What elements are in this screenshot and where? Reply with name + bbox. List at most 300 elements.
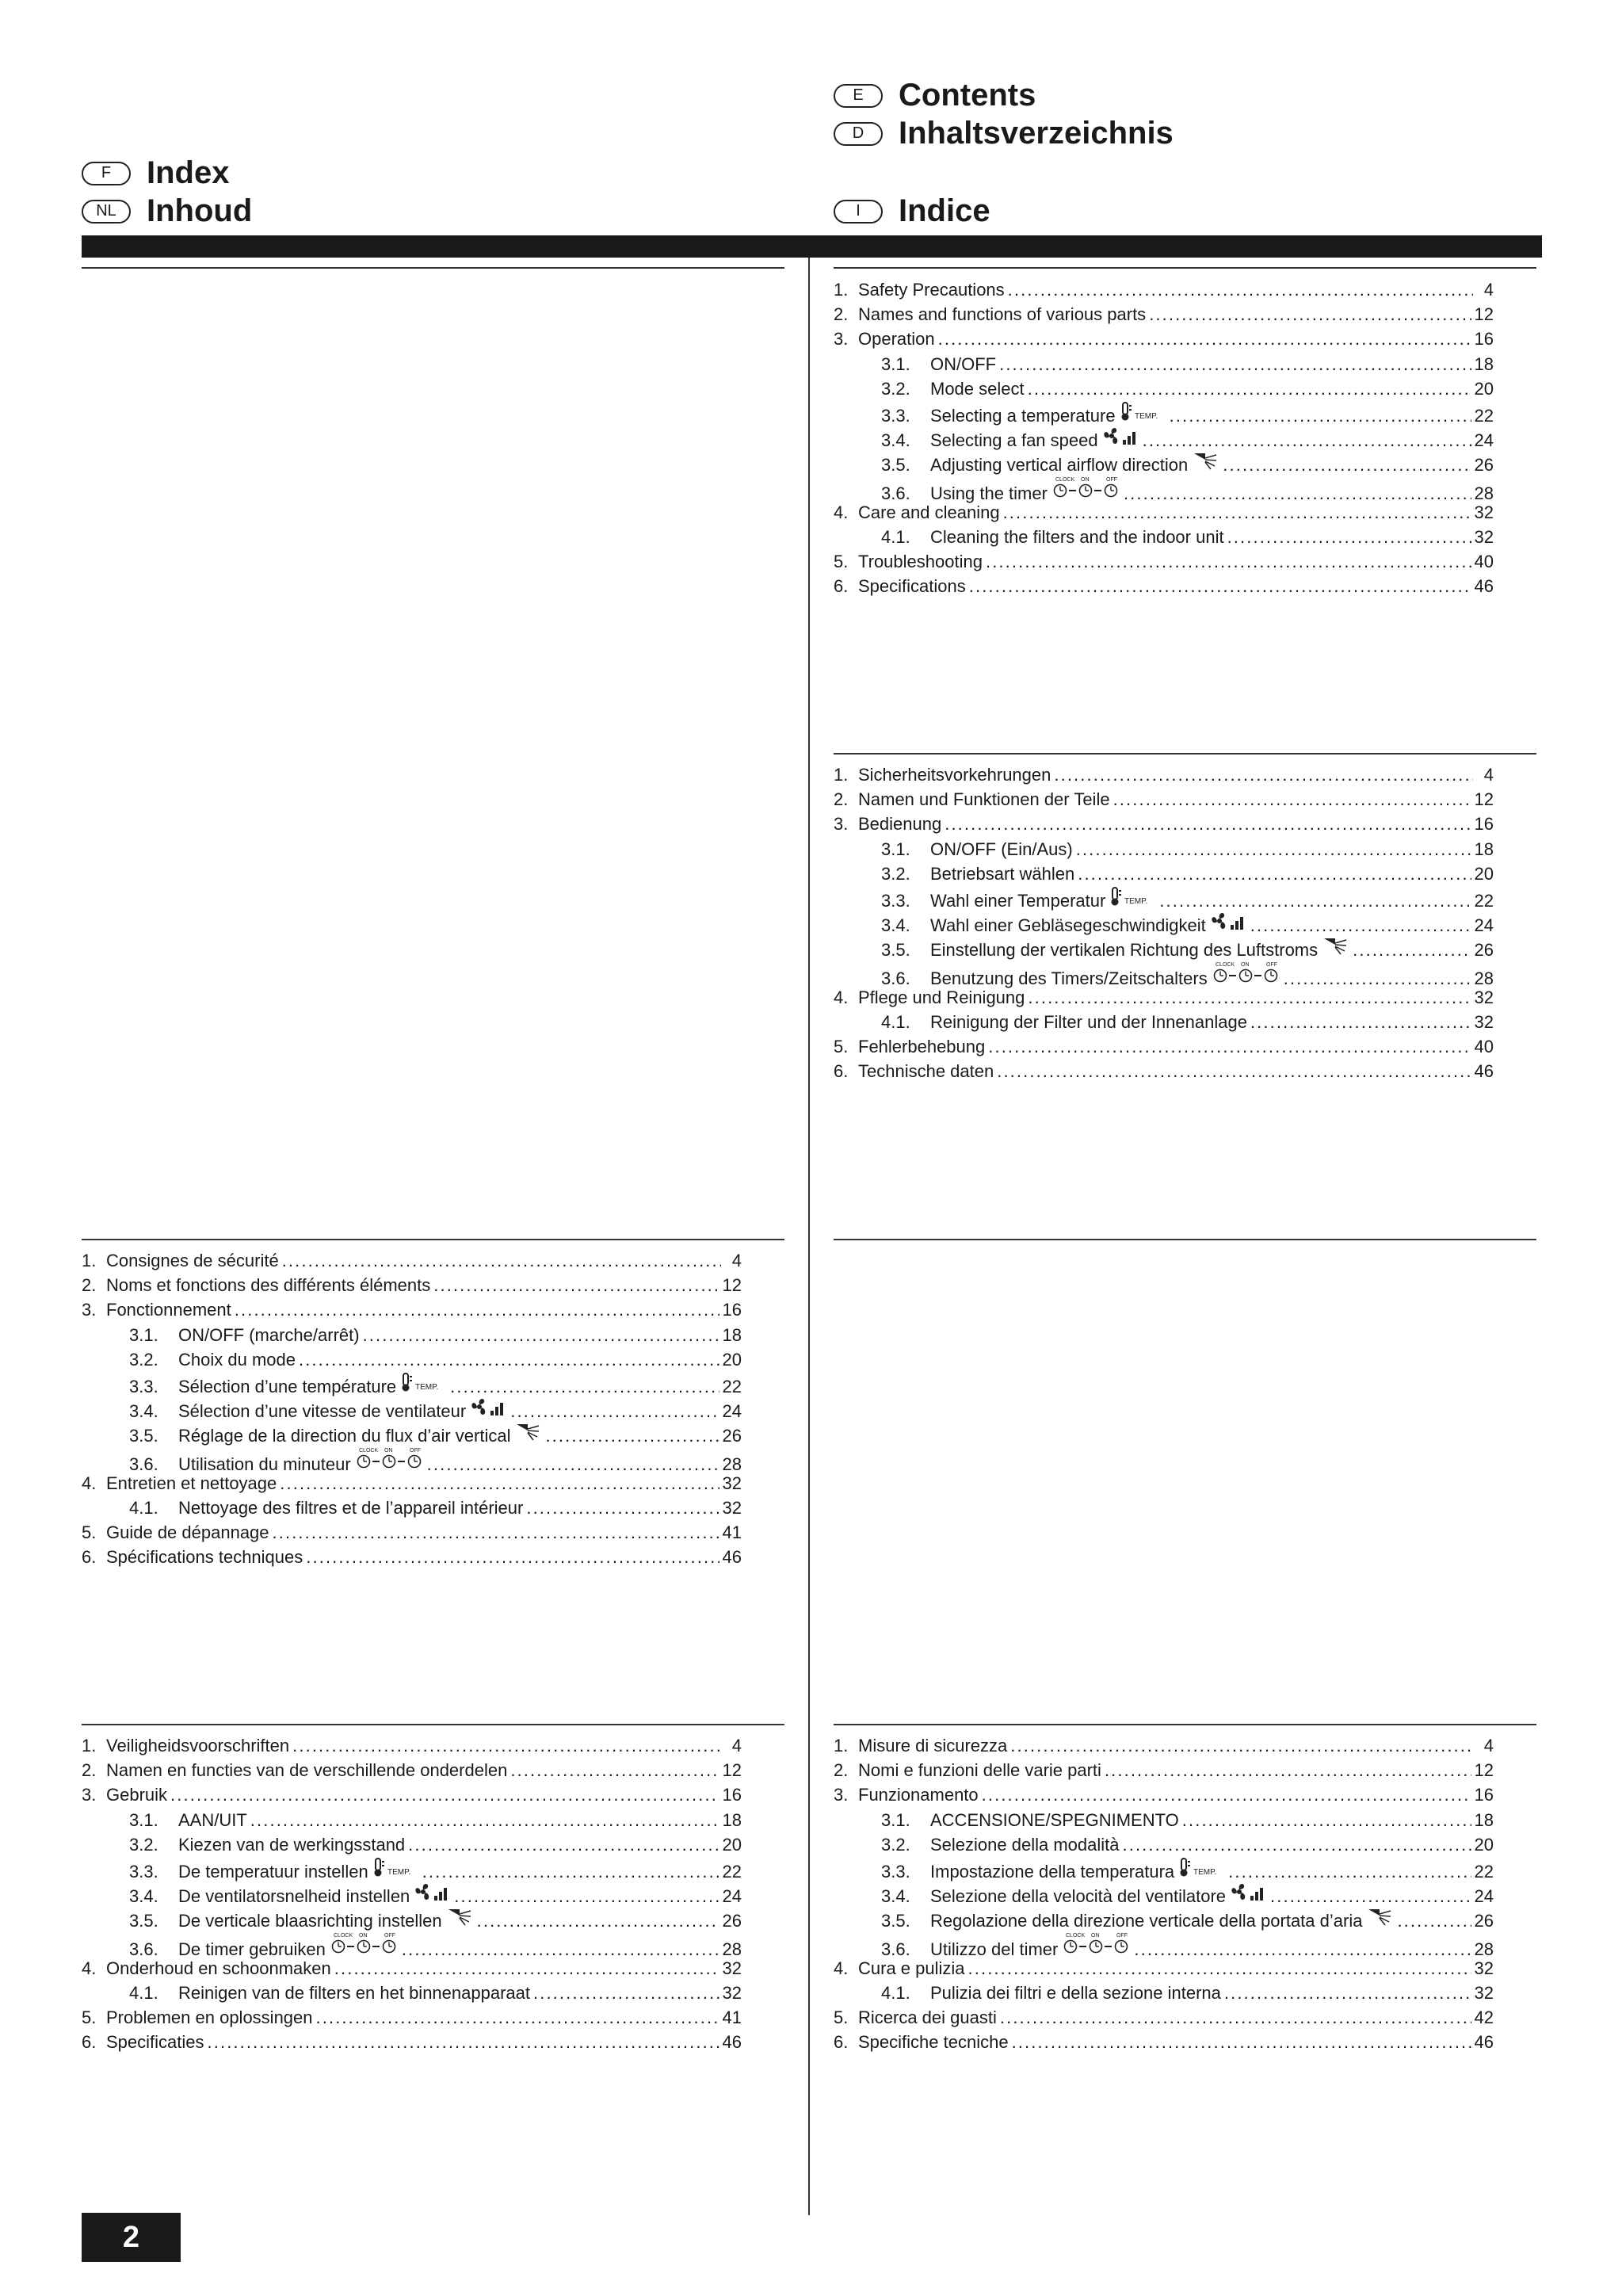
- toc-entry-page: 22: [722, 1376, 742, 1396]
- rule-left-top: [82, 267, 784, 269]
- language-badge-d: D: [834, 122, 883, 146]
- dot-leader: [1134, 1937, 1471, 1958]
- toc-entry-page: 12: [722, 1275, 742, 1296]
- svg-text:TEMP.: TEMP.: [415, 1382, 439, 1392]
- toc-entry: [82, 1832, 742, 1857]
- toc-entry-page: 4: [731, 1251, 742, 1270]
- toc-entry-title: ON/OFF (Ein/Aus): [930, 839, 1073, 859]
- toc-entry-page: 4: [1483, 280, 1494, 300]
- toc-entry-number: 6.: [834, 2032, 849, 2053]
- toc-entry-title: Safety Precautions: [858, 280, 1005, 300]
- toc-entry: [834, 1059, 1494, 1083]
- heading-title-inhaltsverzeichnis: Inhaltsverzeichnis: [899, 116, 1174, 151]
- dot-leader: [1123, 1832, 1471, 1853]
- svg-text:OFF: OFF: [1116, 1932, 1128, 1939]
- toc-entry-page: 22: [1474, 890, 1494, 911]
- toc-entry-page: 26: [722, 1911, 742, 1931]
- toc-entry-title: AAN/UIT: [178, 1809, 247, 1830]
- toc-entry-number: 3.5.: [129, 1911, 158, 1931]
- svg-text:OFF: OFF: [1265, 961, 1277, 968]
- toc-entry-title: Funzionamento: [858, 1785, 979, 1805]
- toc-entry-page: 26: [1474, 940, 1494, 961]
- toc-entry: [834, 1733, 1494, 1758]
- toc-entry-title: Ricerca dei guasti: [858, 2008, 997, 2028]
- toc-entry-number: 2.: [834, 1760, 849, 1781]
- timer-clock-on-off-icon: [356, 1446, 424, 1470]
- svg-text:OFF: OFF: [409, 1447, 421, 1454]
- toc-entry-number: 1.: [834, 280, 849, 300]
- toc-entry-title: Choix du mode: [178, 1349, 296, 1370]
- dot-leader: [1182, 1808, 1471, 1828]
- toc-entry-number: 6.: [82, 2032, 97, 2053]
- dot-leader: [1113, 787, 1471, 808]
- toc-entry-page: 41: [722, 1522, 742, 1543]
- timer-clock-on-off-icon: [1052, 476, 1120, 499]
- toc-entry-title: Technische daten: [858, 1061, 994, 1082]
- heading-title-inhoud: Inhoud: [147, 193, 253, 228]
- dot-leader: [1054, 762, 1473, 783]
- dot-leader: [306, 1545, 719, 1565]
- toc-entry: [834, 2005, 1494, 2030]
- toc-entry-page: 18: [722, 1324, 742, 1345]
- toc-entry-page: 16: [722, 1785, 742, 1805]
- toc-entry: [834, 1832, 1494, 1857]
- toc-entry-page: 16: [1474, 814, 1494, 835]
- toc-french: [82, 1248, 742, 1569]
- toc-entry-page: 28: [722, 1454, 742, 1474]
- toc-entry: [834, 1956, 1494, 1981]
- toc-entry: [82, 1471, 742, 1496]
- toc-entry-number: 3.6.: [881, 483, 910, 503]
- heading-it: [834, 193, 990, 229]
- toc-entry-title: Sicherheitsvorkehrungen: [858, 765, 1051, 785]
- toc-entry-page: 20: [1474, 378, 1494, 399]
- toc-entry-number: 6.: [834, 576, 849, 597]
- toc-entry-title: Namen en functies van de verschillende onderdelen: [106, 1760, 508, 1781]
- toc-entry-number: 3.4.: [881, 1886, 910, 1907]
- toc-entry-number: 3.4.: [881, 430, 910, 451]
- toc-entry-number: 3.4.: [129, 1886, 158, 1907]
- toc-entry-title: Noms et fonctions des différents éléments: [106, 1275, 431, 1296]
- toc-entry-page: 32: [1474, 987, 1494, 1007]
- toc-entry-page: 12: [722, 1760, 742, 1781]
- heading-title-indice: Indice: [899, 193, 990, 228]
- dot-leader: [1170, 403, 1471, 424]
- toc-entry-page: 32: [1474, 526, 1494, 547]
- toc-entry: [834, 401, 1494, 426]
- dot-leader: [170, 1782, 719, 1803]
- dot-leader: [510, 1758, 719, 1778]
- toc-entry-number: 3.4.: [129, 1401, 158, 1422]
- toc-entry: [82, 1297, 742, 1322]
- toc-entry: [834, 1808, 1494, 1832]
- toc-entry-page: 24: [722, 1886, 742, 1907]
- toc-entry-title: Utilisation du minuteur: [178, 1454, 351, 1474]
- toc-entry: [834, 861, 1494, 886]
- toc-entry-title: Entretien et nettoyage: [106, 1473, 277, 1493]
- thermometer-temp-icon: [1179, 1857, 1225, 1878]
- toc-entry-title: Specifications: [858, 576, 966, 597]
- toc-entry-number: 3.: [82, 1300, 97, 1320]
- toc-entry: [834, 911, 1494, 935]
- svg-text:CLOCK: CLOCK: [1215, 961, 1235, 968]
- toc-entry-number: 3.6.: [129, 1939, 158, 1959]
- toc-entry-number: 1.: [834, 1736, 849, 1755]
- thermometer-temp-icon: [1110, 886, 1156, 907]
- toc-entry: [82, 1446, 742, 1474]
- dot-leader: [334, 1956, 719, 1977]
- airflow-vane-icon: [1322, 935, 1349, 956]
- dot-leader: [1124, 481, 1471, 502]
- toc-entry-number: 3.5.: [881, 940, 910, 961]
- toc-entry-title: Utilizzo del timer: [930, 1939, 1059, 1959]
- toc-entry-page: 40: [1474, 552, 1494, 572]
- airflow-vane-icon: [1193, 450, 1219, 471]
- toc-entry-number: 3.: [834, 814, 849, 835]
- toc-entry-title: Pflege und Reinigung: [858, 987, 1025, 1007]
- toc-entry-title: Problemen en oplossingen: [106, 2008, 313, 2028]
- dot-leader: [545, 1423, 719, 1444]
- toc-entry-number: 3.3.: [881, 890, 910, 911]
- toc-entry-title: Wahl einer Temperatur: [930, 890, 1106, 911]
- dot-leader: [999, 352, 1471, 372]
- toc-entry: [834, 376, 1494, 401]
- rule-right-de: [834, 753, 1536, 755]
- toc-entry-title: Specificaties: [106, 2032, 204, 2053]
- toc-entry-page: 32: [722, 1982, 742, 2003]
- toc-entry-number: 4.: [82, 1958, 97, 1978]
- toc-entry: [834, 426, 1494, 450]
- toc-entry-title: Using the timer: [930, 483, 1048, 503]
- toc-entry-title: Bedienung: [858, 814, 942, 835]
- toc-entry-title: Selecting a fan speed: [930, 430, 1098, 451]
- dot-leader: [986, 549, 1471, 570]
- dot-leader: [1149, 302, 1471, 323]
- dot-leader: [250, 1808, 719, 1828]
- airflow-vane-icon: [1367, 1906, 1394, 1927]
- toc-entry: [834, 985, 1494, 1010]
- toc-entry-number: 4.1.: [129, 1982, 158, 2003]
- dot-leader: [422, 1859, 719, 1880]
- dot-leader: [1250, 913, 1471, 934]
- toc-entry: [834, 1906, 1494, 1931]
- dot-leader: [1105, 1758, 1471, 1778]
- toc-entry-number: 3.3.: [881, 1861, 910, 1881]
- toc-entry-page: 28: [722, 1939, 742, 1959]
- dot-leader: [1284, 966, 1471, 987]
- toc-entry: [834, 500, 1494, 525]
- toc-entry-number: 3.2.: [881, 863, 910, 884]
- toc-entry-title: Benutzung des Timers/Zeitschalters: [930, 968, 1208, 988]
- toc-entry-number: 4.1.: [881, 1011, 910, 1032]
- toc-dutch: [82, 1733, 742, 2054]
- dot-leader: [533, 1981, 719, 2001]
- toc-entry-page: 4: [1483, 1736, 1494, 1755]
- toc-entry-title: De ventilatorsnelheid instellen: [178, 1886, 410, 1907]
- toc-entry-title: Kiezen van de werkingsstand: [178, 1834, 406, 1855]
- dot-leader: [1397, 1908, 1471, 1929]
- toc-entry-number: 4.: [834, 1958, 849, 1978]
- toc-entry-page: 32: [722, 1497, 742, 1518]
- page-number: 2: [82, 2213, 181, 2262]
- toc-entry: [834, 886, 1494, 911]
- toc-entry-title: Selecting a temperature: [930, 405, 1116, 426]
- svg-text:CLOCK: CLOCK: [333, 1932, 353, 1939]
- toc-entry-page: 40: [1474, 1037, 1494, 1057]
- toc-entry: [82, 1372, 742, 1396]
- rule-left-nl: [82, 1724, 784, 1725]
- toc-entry: [82, 1248, 742, 1273]
- toc-entry: [834, 762, 1494, 787]
- toc-entry: [82, 1758, 742, 1782]
- dot-leader: [1028, 376, 1471, 397]
- toc-entry: [82, 1956, 742, 1981]
- toc-entry: [82, 2030, 742, 2054]
- dot-leader: [945, 812, 1471, 832]
- timer-clock-on-off-icon: [1063, 1931, 1131, 1955]
- column-divider: [808, 258, 810, 2215]
- toc-entry-page: 32: [1474, 1958, 1494, 1978]
- dot-leader: [1010, 1733, 1473, 1754]
- toc-entry-title: Onderhoud en schoonmaken: [106, 1958, 331, 1978]
- toc-entry-number: 3.1.: [881, 353, 910, 374]
- toc-entry: [834, 1782, 1494, 1807]
- toc-entry: [834, 476, 1494, 503]
- dot-leader: [282, 1248, 721, 1269]
- language-badge-f: F: [82, 162, 131, 185]
- toc-entry-page: 28: [1474, 968, 1494, 988]
- heading-title-index: Index: [147, 155, 230, 190]
- toc-entry-number: 3.6.: [881, 968, 910, 988]
- toc-entry-page: 24: [1474, 915, 1494, 936]
- toc-entry: [834, 302, 1494, 327]
- toc-entry-number: 3.1.: [129, 1324, 158, 1345]
- toc-entry-page: 18: [1474, 1809, 1494, 1830]
- dot-leader: [988, 1034, 1471, 1055]
- dot-leader: [280, 1471, 719, 1492]
- toc-entry-number: 3.3.: [129, 1376, 158, 1396]
- fan-speed-icon: [414, 1881, 451, 1902]
- language-badge-i: I: [834, 200, 883, 223]
- toc-entry-title: Nomi e funzioni delle varie parti: [858, 1760, 1101, 1781]
- toc-entry-number: 2.: [82, 1275, 97, 1296]
- toc-entry-number: 3.1.: [881, 839, 910, 859]
- toc-entry-number: 3.6.: [881, 1939, 910, 1959]
- toc-entry-page: 16: [1474, 1785, 1494, 1805]
- toc-entry-number: 2.: [834, 304, 849, 325]
- toc-entry-title: Veiligheidsvoorschriften: [106, 1736, 290, 1755]
- toc-entry-title: Fonctionnement: [106, 1300, 231, 1320]
- toc-entry-title: Betriebsart wählen: [930, 863, 1075, 884]
- toc-entry-number: 1.: [834, 765, 849, 785]
- toc-entry-page: 12: [1474, 304, 1494, 325]
- toc-entry-page: 41: [722, 2008, 742, 2028]
- toc-entry-number: 3.3.: [129, 1861, 158, 1881]
- toc-entry: [834, 1931, 1494, 1959]
- toc-entry-page: 46: [1474, 1061, 1494, 1082]
- toc-entry: [834, 787, 1494, 812]
- language-badge-e: E: [834, 84, 883, 108]
- dot-leader: [433, 1273, 719, 1293]
- toc-entry-number: 2.: [82, 1760, 97, 1781]
- toc-entry-page: 20: [1474, 863, 1494, 884]
- toc-entry-page: 12: [1474, 1760, 1494, 1781]
- toc-entry: [834, 549, 1494, 574]
- toc-entry-title: Mode select: [930, 378, 1025, 399]
- svg-text:CLOCK: CLOCK: [358, 1447, 378, 1454]
- toc-entry-title: Misure di sicurezza: [858, 1736, 1008, 1755]
- toc-entry-title: Guide de dépannage: [106, 1522, 269, 1543]
- heading-nl: [82, 193, 252, 229]
- toc-entry-title: Reinigung der Filter und der Innenanlage: [930, 1011, 1247, 1032]
- toc-entry-page: 18: [1474, 353, 1494, 374]
- toc-entry: [82, 1273, 742, 1297]
- toc-entry-title: Cura e pulizia: [858, 1958, 965, 1978]
- toc-entry-title: Pulizia dei filtri e della sezione interna: [930, 1982, 1221, 2003]
- toc-entry-page: 32: [722, 1473, 742, 1493]
- airflow-vane-icon: [515, 1421, 542, 1442]
- toc-entry-title: De temperatuur instellen: [178, 1861, 368, 1881]
- toc-entry-title: Namen und Funktionen der Teile: [858, 789, 1110, 810]
- toc-entry-title: Sélection d’une vitesse de ventilateur: [178, 1401, 467, 1422]
- toc-entry-page: 16: [1474, 329, 1494, 350]
- toc-entry: [82, 1520, 742, 1545]
- toc-entry: [834, 1758, 1494, 1782]
- svg-text:TEMP.: TEMP.: [1124, 896, 1148, 906]
- toc-entry-page: 26: [1474, 1911, 1494, 1931]
- toc-entry-number: 3.: [82, 1785, 97, 1805]
- dot-leader: [982, 1782, 1471, 1803]
- toc-entry-number: 5.: [834, 2008, 849, 2028]
- dot-leader: [273, 1520, 719, 1541]
- toc-entry-page: 28: [1474, 1939, 1494, 1959]
- dot-leader: [1224, 1981, 1471, 2001]
- toc-entry-number: 4.1.: [881, 1982, 910, 2003]
- toc-entry-title: Consignes de sécurité: [106, 1251, 279, 1270]
- toc-entry-page: 20: [722, 1834, 742, 1855]
- toc-german: [834, 762, 1494, 1083]
- toc-entry: [82, 1323, 742, 1347]
- fan-speed-icon: [1211, 911, 1247, 931]
- toc-entry: [82, 1931, 742, 1959]
- toc-entry-number: 3.: [834, 329, 849, 350]
- toc-entry: [834, 1981, 1494, 2005]
- toc-entry: [834, 574, 1494, 598]
- toc-entry-title: Wahl einer Gebläsegeschwindigkeit: [930, 915, 1206, 936]
- toc-entry-title: Selezione della modalità: [930, 1834, 1120, 1855]
- toc-entry: [834, 1857, 1494, 1881]
- dot-leader: [208, 2030, 719, 2050]
- toc-entry-number: 3.2.: [881, 1834, 910, 1855]
- dot-leader: [1028, 985, 1471, 1006]
- toc-entry-number: 3.4.: [881, 915, 910, 936]
- toc-entry-number: 3.1.: [129, 1809, 158, 1830]
- dot-leader: [299, 1347, 719, 1368]
- toc-entry-title: Specifiche tecniche: [858, 2032, 1009, 2053]
- toc-entry-page: 16: [722, 1300, 742, 1320]
- toc-entry-title: Reinigen van de filters en het binnenapparaat: [178, 1982, 530, 2003]
- toc-entry-number: 4.1.: [129, 1497, 158, 1518]
- toc-entry-number: 6.: [834, 1061, 849, 1082]
- toc-entry: [834, 812, 1494, 836]
- toc-entry-page: 32: [1474, 1011, 1494, 1032]
- toc-entry-title: Einstellung der vertikalen Richtung des Luftstroms: [930, 940, 1319, 961]
- dot-leader: [1159, 888, 1471, 909]
- toc-entry-page: 46: [1474, 576, 1494, 597]
- svg-text:CLOCK: CLOCK: [1055, 476, 1075, 483]
- toc-entry: [82, 1347, 742, 1372]
- fan-speed-icon: [1103, 426, 1139, 446]
- toc-entry-title: Care and cleaning: [858, 502, 1000, 522]
- dot-leader: [1078, 861, 1471, 882]
- svg-text:ON: ON: [1091, 1932, 1100, 1939]
- toc-entry-page: 22: [722, 1861, 742, 1881]
- toc-entry: [82, 1733, 742, 1758]
- toc-entry-title: Regolazione della direzione verticale della portata d’aria: [930, 1911, 1363, 1931]
- svg-text:OFF: OFF: [384, 1932, 395, 1939]
- toc-entry-page: 42: [1474, 2008, 1494, 2028]
- toc-entry: [834, 327, 1494, 351]
- dot-leader: [1076, 837, 1471, 858]
- svg-text:OFF: OFF: [1105, 476, 1117, 483]
- toc-entry-title: De verticale blaasrichting instellen: [178, 1911, 442, 1931]
- toc-entry: [82, 1808, 742, 1832]
- rule-right-top: [834, 267, 1536, 269]
- toc-entry-page: 46: [722, 2032, 742, 2053]
- dot-leader: [450, 1374, 719, 1395]
- toc-entry-page: 32: [1474, 502, 1494, 522]
- toc-entry-page: 22: [1474, 1861, 1494, 1881]
- language-badge-nl: NL: [82, 200, 131, 223]
- svg-text:TEMP.: TEMP.: [1134, 411, 1158, 421]
- toc-entry: [834, 2030, 1494, 2054]
- dot-leader: [1003, 500, 1471, 521]
- toc-entry: [834, 961, 1494, 988]
- toc-entry-page: 32: [1474, 1982, 1494, 2003]
- toc-entry: [82, 1545, 742, 1569]
- dot-leader: [1012, 2030, 1471, 2050]
- rule-right-it: [834, 1724, 1536, 1725]
- dot-leader: [1223, 453, 1471, 473]
- toc-entry: [82, 1881, 742, 1906]
- timer-clock-on-off-icon: [330, 1931, 399, 1955]
- airflow-vane-icon: [447, 1906, 474, 1927]
- dot-leader: [938, 327, 1471, 347]
- toc-entry-number: 4.: [834, 987, 849, 1007]
- svg-text:ON: ON: [358, 1932, 368, 1939]
- dot-leader: [997, 1059, 1471, 1079]
- toc-entry-title: Nettoyage des filtres et de l’appareil intérieur: [178, 1497, 524, 1518]
- toc-entry-page: 24: [722, 1401, 742, 1422]
- toc-entry: [82, 1396, 742, 1421]
- dot-leader: [477, 1908, 719, 1929]
- toc-entry-page: 32: [722, 1958, 742, 1978]
- toc-entry: [834, 450, 1494, 475]
- toc-entry-number: 3.5.: [881, 1911, 910, 1931]
- toc-entry-number: 5.: [82, 1522, 97, 1543]
- toc-entry-page: 46: [1474, 2032, 1494, 2053]
- rule-right-empty: [834, 1239, 1536, 1240]
- toc-entry-title: Sélection d’une température: [178, 1376, 397, 1396]
- toc-entry-page: 26: [722, 1426, 742, 1446]
- svg-text:CLOCK: CLOCK: [1066, 1932, 1086, 1939]
- dot-leader: [510, 1399, 719, 1419]
- toc-entry: [834, 935, 1494, 960]
- svg-text:ON: ON: [1240, 961, 1250, 968]
- header-bar: [82, 235, 1542, 258]
- toc-entry: [82, 1782, 742, 1807]
- toc-entry-number: 6.: [82, 1547, 97, 1568]
